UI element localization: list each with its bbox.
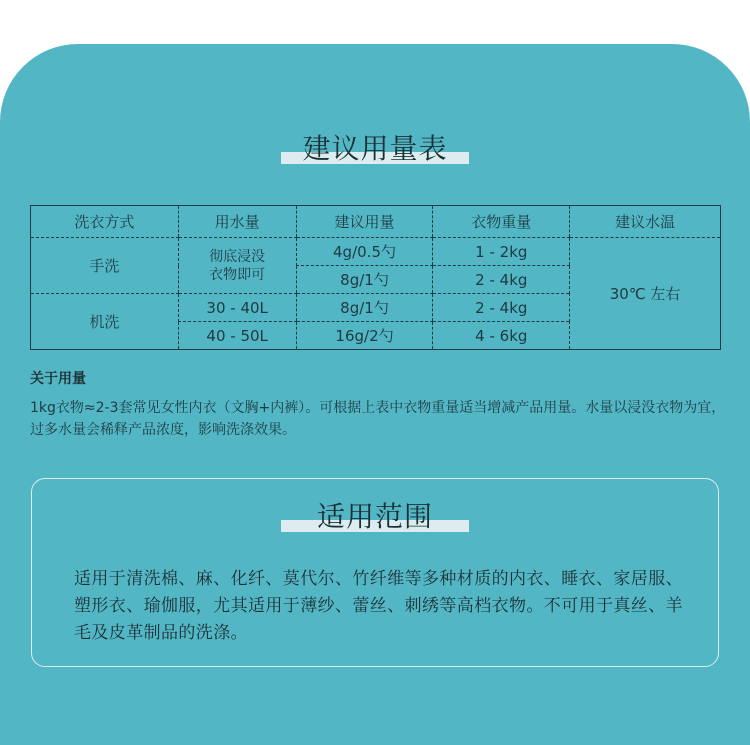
table-cell: 8g/1勺 bbox=[296, 266, 433, 294]
about-title: 关于用量 bbox=[30, 371, 86, 387]
table-cell: 40 - 50L bbox=[178, 322, 296, 350]
table-cell: 2 - 4kg bbox=[433, 294, 570, 322]
hand-wash-method: 手洗 bbox=[31, 238, 179, 294]
table-cell: 2 - 4kg bbox=[433, 266, 570, 294]
hand-wash-water-cell bbox=[178, 238, 296, 294]
table-header-row bbox=[31, 206, 721, 238]
table-cell: 4 - 6kg bbox=[433, 322, 570, 350]
machine-wash-method: 机洗 bbox=[89, 313, 120, 331]
table-header-cell: 洗衣方式 bbox=[31, 206, 179, 238]
about-text: 1kg衣物≈2-3套常见女性内衣（文胸+内裤）。可根据上表中衣物重量适当增减产品用量。水量以浸没衣物为宜，过多水量会稀释产品浓度，影响洗涤效果。 bbox=[30, 400, 726, 438]
table-header-cell: 衣物重量 bbox=[433, 206, 570, 238]
scope-section-header bbox=[0, 498, 750, 538]
table-row bbox=[31, 238, 721, 266]
usage-table bbox=[30, 205, 721, 350]
usage-section-title: 建议用量表 bbox=[302, 132, 448, 165]
table-header-cell: 用水量 bbox=[178, 206, 296, 238]
hand-wash-water: 彻底浸没衣物即可 bbox=[209, 248, 266, 283]
temperature-cell: 30℃ 左右 bbox=[570, 238, 721, 350]
table-header-cell: 建议水温 bbox=[570, 206, 721, 238]
table-header-cell: 建议用量 bbox=[296, 206, 433, 238]
usage-section-header bbox=[0, 130, 750, 170]
table-cell: 30 - 40L bbox=[178, 294, 296, 322]
table-cell: 1 - 2kg bbox=[433, 238, 570, 266]
table-cell: 8g/1勺 bbox=[296, 294, 433, 322]
table-cell: 16g/2勺 bbox=[296, 322, 433, 350]
table-cell: 4g/0.5勺 bbox=[296, 238, 433, 266]
scope-section-title: 适用范围 bbox=[316, 500, 433, 533]
scope-text: 适用于清洗棉、麻、化纤、莫代尔、竹纤维等多种材质的内衣、睡衣、家居服、塑形衣、瑜伽服，尤其适用于薄纱、蕾丝、刺绣等高档衣物。不可用于真丝、羊毛及皮革制品的洗涤。 bbox=[74, 569, 683, 643]
